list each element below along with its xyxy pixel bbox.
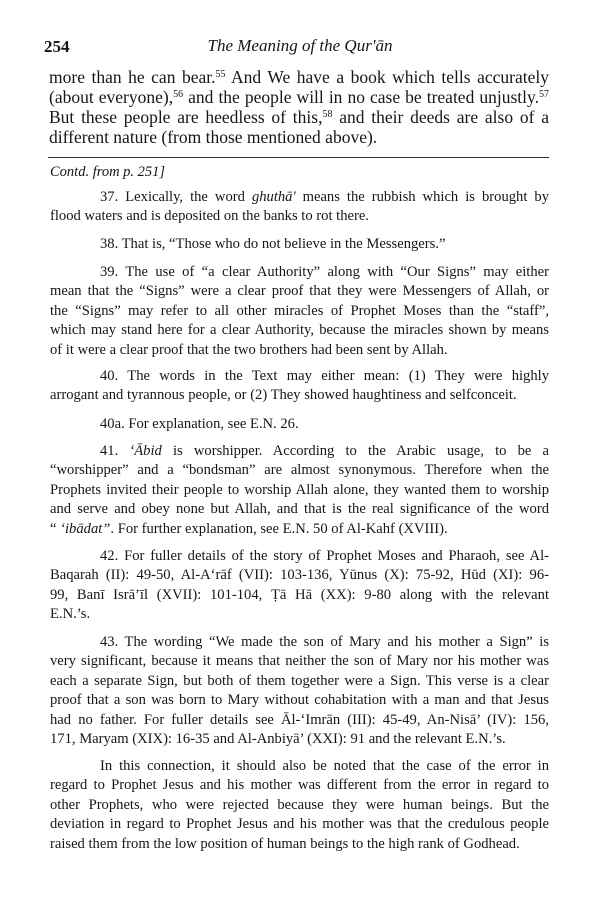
- text-run: regard to Prophet Jesus and his mother was different from the error in regard to: [50, 777, 549, 794]
- text-run: “worshipper” and a “bondsman” are almost synonymous. Therefore when the: [50, 462, 549, 479]
- text-line: [50, 815, 549, 834]
- text-line: [50, 776, 549, 795]
- text-run: each a separate Sign, but both of them together were a Sign. This verse is a clear: [50, 672, 549, 689]
- text-run: In this connection, it should also be noted that the case of the error in: [100, 758, 549, 774]
- text-run: flood waters and is deposited on the banks to rot there.: [50, 208, 369, 225]
- endnote-41: [50, 442, 549, 539]
- endnote-37: [50, 188, 549, 227]
- text-run: is worshipper. According to the Arabic usage, to be a: [161, 443, 549, 459]
- text-run: But these people are heedless of this,: [49, 107, 323, 127]
- footnote-marker: 55: [215, 69, 226, 80]
- text-line: [50, 835, 549, 854]
- text-line: [50, 730, 549, 749]
- text-line: [49, 67, 549, 87]
- text-line: [50, 386, 549, 405]
- text-line: [50, 520, 549, 539]
- italic-term: ‘Ābid: [129, 443, 162, 459]
- text-run: 171, Maryam (XIX): 16-35 and Al-Anbiyā’ (XXI): 91 and the relevant E.N.’s.: [50, 731, 506, 748]
- text-run: proof that a son was born to Mary without cohabitation with a man and that Jesus: [50, 692, 549, 709]
- endnote-40: [50, 367, 549, 406]
- running-title: The Meaning of the Qur'ān: [207, 36, 393, 55]
- text-line: [50, 442, 549, 461]
- text-line: [50, 711, 549, 730]
- text-line: [50, 341, 549, 360]
- text-run: Prophets invited their people to worship Allah alone, they wanted them to worship: [50, 481, 549, 498]
- text-run: 39. The use of “a clear Authority” along with “Our Signs” may either: [100, 264, 549, 280]
- text-line: [50, 672, 549, 691]
- text-line: [50, 263, 549, 282]
- text-run: of it were a clear proof that the two brothers had been sent by Allah.: [50, 341, 448, 358]
- text-line: [50, 461, 549, 480]
- text-line: [50, 188, 549, 207]
- text-line: [49, 87, 549, 107]
- page-number: 254: [44, 37, 70, 56]
- text-run: 99, Banī Isrā’īl (XVII): 101-104, Ṭā Hā (XX): 9-80 along with the relevant: [50, 586, 549, 603]
- italic-term: ‘ibādat”: [60, 520, 111, 537]
- text-run: different nature (from those mentioned above).: [49, 127, 378, 147]
- italic-term: ghuthā': [251, 189, 296, 205]
- text-line: [50, 207, 549, 226]
- text-run: means the rubbish which is brought by: [295, 189, 549, 205]
- text-line: [50, 367, 549, 386]
- endnote-42: [50, 547, 549, 625]
- divider-rule: [48, 157, 549, 158]
- text-line: [50, 481, 549, 500]
- text-run: 43. The wording “We made the son of Mary and his mother a Sign” is: [100, 634, 549, 650]
- endnote-40a: [50, 415, 549, 434]
- footnote-marker: 56: [173, 89, 184, 100]
- main-text: [49, 67, 549, 147]
- text-line: [49, 127, 549, 147]
- text-run: . For further explanation, see E.N. 50 of Al-Kahf (XVIII).: [110, 520, 448, 537]
- text-run: 37. Lexically, the word: [100, 189, 252, 205]
- text-line: [50, 652, 549, 671]
- text-line: [50, 796, 549, 815]
- endnote-39: [50, 263, 549, 360]
- text-run: Baqarah (II): 49-50, Al-A‘rāf (VII): 103-136, Yūnus (X): 75-92, Hūd (XI): 96-: [50, 567, 549, 584]
- text-line: [50, 691, 549, 710]
- text-line: [50, 282, 549, 301]
- text-run: arrogant and tyrannous people, or (2) They showed haughtiness and selfconceit.: [50, 387, 517, 404]
- text-run: E.N.’s.: [50, 606, 91, 623]
- text-line: [50, 235, 549, 254]
- endnote-38: [50, 235, 549, 254]
- endnote-43: [50, 633, 549, 749]
- text-line: [50, 566, 549, 585]
- continued-label: Contd. from p. 251]: [50, 164, 166, 180]
- text-run: 41.: [100, 443, 130, 459]
- text-run: deviation in regard to Prophet Jesus and his mother was that the credulous people: [50, 816, 549, 833]
- text-run: 38. That is, “Those who do not believe in the Messengers.”: [100, 236, 446, 252]
- text-line: [50, 547, 549, 566]
- text-run: (about everyone),: [49, 87, 174, 107]
- text-run: very significant, because it means that neither the son of Mary nor his mother was: [50, 653, 549, 670]
- text-run: other Prophets, who were rejected because they were human beings. But the: [50, 796, 549, 813]
- text-run: and serve and obey none but Allah, and that is the real significance of the word: [50, 501, 549, 518]
- text-line: [50, 633, 549, 652]
- footnote-marker: 57: [539, 89, 550, 100]
- text-run: had no father. For fuller details see Āl-‘Imrān (III): 45-49, An-Nisā’ (IV): 156,: [50, 711, 549, 728]
- text-line: [50, 605, 549, 624]
- text-run: 40a. For explanation, see E.N. 26.: [100, 416, 299, 432]
- text-run: and their deeds are also of a: [332, 107, 549, 127]
- text-line: [49, 107, 549, 127]
- footnote-marker: 58: [322, 109, 333, 120]
- text-line: [50, 302, 549, 321]
- text-run: and the people will in no case be treated unjustly.: [183, 87, 540, 107]
- text-line: [50, 415, 549, 434]
- text-run: 42. For fuller details of the story of Prophet Moses and Pharaoh, see Al-: [100, 548, 549, 564]
- text-run: the “Signs” may refer to all other miracles of Prophet Moses than the “staff”,: [50, 302, 549, 319]
- text-line: [50, 757, 549, 776]
- text-run: which may stand here for a clear Authority, because the miracles shown by means: [50, 322, 549, 339]
- text-run: And We have a book which tells accurately: [225, 67, 549, 87]
- text-line: [50, 321, 549, 340]
- text-run: 40. The words in the Text may either mean: (1) They were highly: [100, 368, 549, 384]
- endnote-43-cont: [50, 757, 549, 854]
- text-run: more than he can bear.: [49, 67, 216, 87]
- text-line: [50, 500, 549, 519]
- text-run: mean that the “Signs” were a clear proof that they were Messengers of Allah, or: [50, 283, 549, 300]
- text-run: “: [50, 520, 61, 537]
- text-run: raised them from the low position of human beings to the high rank of Godhead.: [50, 835, 520, 852]
- text-line: [50, 586, 549, 605]
